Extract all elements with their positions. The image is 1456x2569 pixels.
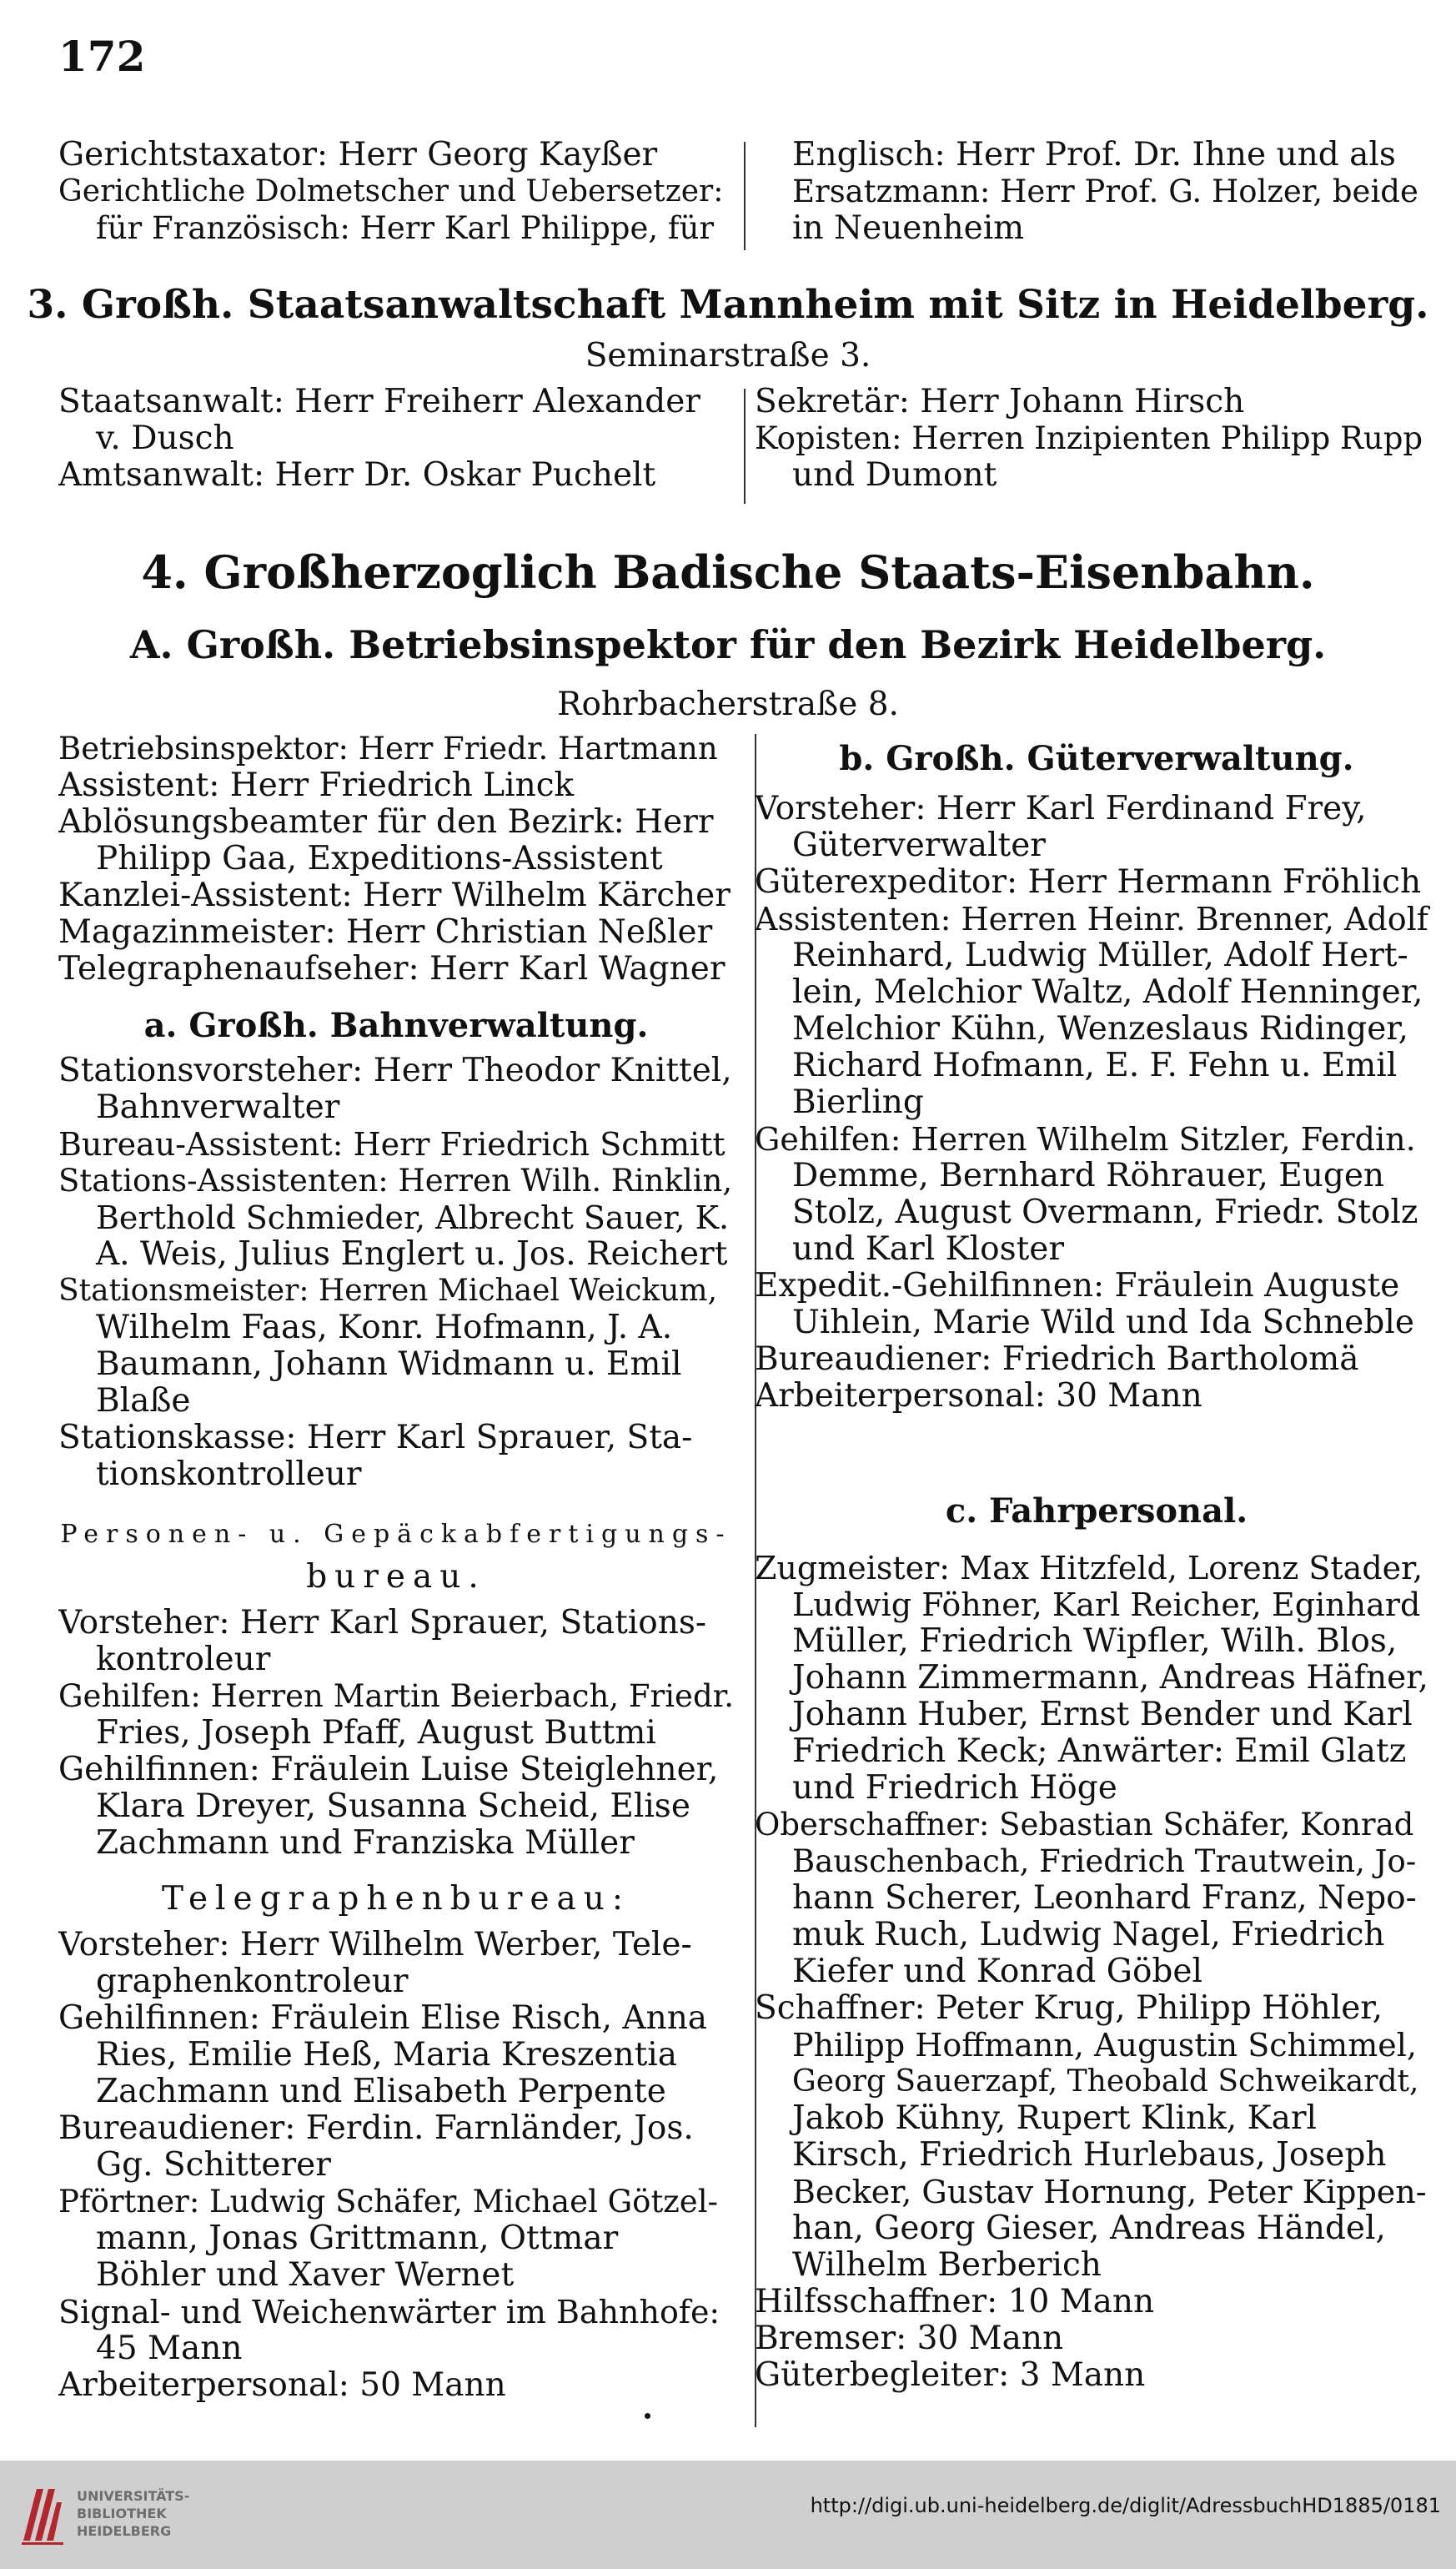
entry-line: Signal- und Weichenwärter im Bahnhofe: bbox=[58, 2294, 720, 2330]
entry-line: 45 Mann bbox=[96, 2330, 243, 2367]
entry-line: Stationskasse: Herr Karl Sprauer, Sta- bbox=[58, 1420, 693, 1456]
entry-line: und Dumont bbox=[792, 457, 997, 494]
entry-line: Müller, Friedrich Wipfler, Wilh. Blos, bbox=[792, 1623, 1398, 1660]
subsection-A-address: Rohrbacherstraße 8. bbox=[557, 686, 899, 723]
library-name-line: HEIDELBERG bbox=[77, 2523, 172, 2539]
entry-line: Güterexpeditor: Herr Hermann Fröhlich bbox=[755, 864, 1422, 901]
entry-line: Jakob Kühny, Rupert Klink, Karl bbox=[792, 2100, 1318, 2137]
entry-line: Stationsvorsteher: Herr Theodor Knittel, bbox=[58, 1053, 732, 1089]
entry-line: Staatsanwalt: Herr Freiherr Alexander bbox=[58, 384, 700, 420]
source-url-link[interactable]: http://digi.ub.uni-heidelberg.de/diglit/AdressbuchHD1885/0181 bbox=[810, 2494, 1441, 2517]
heading-b-gueterverwaltung: b. Großh. Güterverwaltung. bbox=[839, 739, 1354, 778]
entry-line: Johann Huber, Ernst Bender und Karl bbox=[792, 1697, 1413, 1733]
entry-line: Philipp Hoffmann, Augustin Schimmel, bbox=[792, 2027, 1417, 2064]
entry-line: Betriebsinspektor: Herr Friedr. Hartmann bbox=[58, 731, 718, 767]
entry-line: Güterbegleiter: 3 Mann bbox=[755, 2357, 1146, 2394]
top-right-column bbox=[792, 137, 1426, 247]
section-3-heading: 3. Großh. Staatsanwaltschaft Mannheim mit Sitz in Heidelberg. bbox=[27, 282, 1429, 328]
entry-line: Vorsteher: Herr Karl Sprauer, Stations- bbox=[58, 1605, 707, 1641]
entry-line: Amtsanwalt: Herr Dr. Oskar Puchelt bbox=[58, 457, 656, 494]
entry-line: Pförtner: Ludwig Schäfer, Michael Götzel- bbox=[58, 2184, 719, 2220]
entry-line: Gehilfen: Herren Wilhelm Sitzler, Ferdin. bbox=[755, 1121, 1416, 1158]
entry-line: Ludwig Föhner, Karl Reicher, Eginhard bbox=[792, 1586, 1421, 1623]
entry-line: Kirsch, Friedrich Hurlebaus, Joseph bbox=[792, 2137, 1387, 2174]
entry-line: Wilhelm Berberich bbox=[792, 2247, 1102, 2284]
entry-line: Arbeiterpersonal: 30 Mann bbox=[755, 1378, 1202, 1415]
entry-line: Melchior Kühn, Wenzeslaus Ridinger, bbox=[792, 1011, 1409, 1048]
entry-line: Becker, Gustav Hornung, Peter Kippen- bbox=[792, 2174, 1427, 2210]
telegraph-list bbox=[58, 1927, 734, 2404]
entry-line: Berthold Schmieder, Albrecht Sauer, K. bbox=[96, 1199, 730, 1236]
entry-line: lein, Melchior Waltz, Adolf Henninger, bbox=[792, 974, 1423, 1011]
entry-line: Bahnverwalter bbox=[96, 1089, 340, 1126]
entry-line: Fries, Joseph Pfaff, August Buttmi bbox=[96, 1715, 656, 1752]
entry-line: Bauschenbach, Friedrich Trautwein, Jo- bbox=[792, 1843, 1417, 1879]
library-name-line: UNIVERSITÄTS- bbox=[77, 2488, 190, 2504]
entry-line: Ries, Emilie Heß, Maria Kreszentia bbox=[96, 2037, 677, 2074]
entry-line: Georg Sauerzapf, Theobald Schweikardt, bbox=[792, 2064, 1419, 2099]
entry-line: Gehilfinnen: Fräulein Luise Steiglehner, bbox=[58, 1752, 719, 1788]
entry-line: Zachmann und Elisabeth Perpente bbox=[96, 2074, 666, 2110]
entry-line: Gerichtstaxator: Herr Georg Kayßer bbox=[58, 137, 658, 173]
entry-line: Oberschaffner: Sebastian Schäfer, Konrad bbox=[755, 1807, 1414, 1843]
entry-line: mann, Jonas Grittmann, Ottmar bbox=[96, 2220, 619, 2257]
column-divider-top bbox=[744, 142, 746, 250]
entry-line: Baumann, Johann Widmann u. Emil bbox=[96, 1346, 682, 1383]
entry-line: Schaffner: Peter Krug, Philipp Höhler, bbox=[755, 1990, 1383, 2027]
entry-line: muk Ruch, Ludwig Nagel, Friedrich bbox=[792, 1917, 1385, 1953]
entry-line: han, Georg Gieser, Andreas Händel, bbox=[792, 2210, 1386, 2247]
entry-line: Magazinmeister: Herr Christian Neßler bbox=[58, 914, 713, 951]
entry-line: in Neuenheim bbox=[792, 210, 1025, 247]
entry-line: Bureaudiener: Friedrich Bartholomä bbox=[755, 1341, 1359, 1378]
entry-line: graphenkontroleur bbox=[96, 1963, 409, 2000]
heading-a-bahnverwaltung: a. Großh. Bahnverwaltung. bbox=[143, 1006, 649, 1045]
entry-line: Wilhelm Faas, Konr. Hofmann, J. A. bbox=[96, 1310, 673, 1346]
entry-line: Assistent: Herr Friedrich Linck bbox=[58, 767, 575, 804]
entry-line: Ablösungsbeamter für den Bezirk: Herr bbox=[58, 804, 714, 841]
university-library-logo-icon bbox=[18, 2482, 67, 2547]
entry-line: Uihlein, Marie Wild und Ida Schneble bbox=[792, 1305, 1414, 1341]
entry-line: Zugmeister: Max Hitzfeld, Lorenz Stader, bbox=[755, 1550, 1423, 1586]
entry-line: Kanzlei-Assistent: Herr Wilhelm Kärcher bbox=[58, 877, 731, 914]
entry-line: Friedrich Keck; Anwärter: Emil Glatz bbox=[792, 1733, 1407, 1770]
section-3-right-column bbox=[755, 384, 1430, 494]
entry-line: Bureaudiener: Ferdin. Farnländer, Jos. bbox=[58, 2110, 694, 2147]
entry-line: Vorsteher: Herr Wilhelm Werber, Tele- bbox=[58, 1927, 692, 1963]
page-number: 172 bbox=[58, 32, 146, 81]
subsection-A-staff-list bbox=[58, 731, 734, 988]
entry-line: kontroleur bbox=[96, 1641, 271, 1678]
column-divider-section-3 bbox=[744, 389, 746, 504]
entry-line: Bierling bbox=[792, 1084, 924, 1121]
gepaeck-heading-line-1: Personen- u. Gepäckabfertigungs- bbox=[60, 1520, 732, 1549]
entry-line: Kiefer und Konrad Göbel bbox=[792, 1953, 1202, 1990]
entry-line: Böhler und Xaver Wernet bbox=[96, 2257, 515, 2294]
entry-line: A. Weis, Julius Englert u. Jos. Reichert bbox=[96, 1236, 728, 1273]
entry-line: Englisch: Herr Prof. Dr. Ihne und als bbox=[792, 137, 1396, 173]
subsection-A-heading: A. Großh. Betriebsinspektor für den Bezirk Heidelberg. bbox=[129, 622, 1327, 667]
entry-line: Johann Zimmermann, Andreas Häfner, bbox=[792, 1660, 1428, 1697]
bahnverwaltung-list bbox=[58, 1053, 734, 1493]
entry-line: Reinhard, Ludwig Müller, Adolf Hert- bbox=[792, 938, 1408, 974]
entry-line: Klara Dreyer, Susanna Scheid, Elise bbox=[96, 1788, 690, 1825]
section-3-left-column bbox=[58, 384, 725, 494]
entry-line: Bureau-Assistent: Herr Friedrich Schmitt bbox=[58, 1126, 725, 1163]
entry-line: und Friedrich Höge bbox=[792, 1770, 1117, 1807]
section-3-address: Seminarstraße 3. bbox=[585, 337, 871, 375]
entry-line: Gg. Schitterer bbox=[96, 2147, 331, 2184]
entry-line: Richard Hofmann, E. F. Fehn u. Emil bbox=[792, 1048, 1398, 1084]
entry-line: Expedit.-Gehilfinnen: Fräulein Auguste bbox=[755, 1268, 1400, 1305]
entry-line: Güterverwalter bbox=[792, 827, 1046, 864]
entry-line: und Karl Kloster bbox=[792, 1231, 1064, 1268]
entry-line: Vorsteher: Herr Karl Ferdinand Frey, bbox=[755, 791, 1367, 827]
gepaeck-list bbox=[58, 1605, 734, 1862]
entry-line: Bremser: 30 Mann bbox=[755, 2320, 1064, 2357]
gueterverwaltung-list bbox=[755, 791, 1430, 1415]
entry-line: tionskontrolleur bbox=[96, 1456, 362, 1493]
heading-c-fahrpersonal: c. Fahrpersonal. bbox=[945, 1491, 1248, 1531]
entry-line: Hilfsschaffner: 10 Mann bbox=[755, 2284, 1155, 2320]
entry-line: Telegraphenaufseher: Herr Karl Wagner bbox=[58, 951, 725, 988]
entry-line: Zachmann und Franziska Müller bbox=[96, 1825, 635, 1862]
entry-line: Gehilfen: Herren Martin Beierbach, Friedr. bbox=[58, 1678, 734, 1714]
section-4-heading: 4. Großherzoglich Badische Staats-Eisenbahn. bbox=[141, 545, 1315, 599]
entry-line: Gehilfinnen: Fräulein Elise Risch, Anna bbox=[58, 2000, 708, 2037]
entry-line: Demme, Bernhard Röhrauer, Eugen bbox=[792, 1158, 1385, 1194]
entry-line: v. Dusch bbox=[96, 420, 234, 457]
gepaeck-heading-line-2: bureau. bbox=[306, 1558, 486, 1596]
entry-line: für Französisch: Herr Karl Philippe, für bbox=[96, 210, 715, 246]
fahrpersonal-list bbox=[755, 1550, 1430, 2394]
entry-line: Assistenten: Herren Heinr. Brenner, Adolf bbox=[755, 901, 1428, 938]
library-name bbox=[77, 2487, 189, 2540]
printed-dot bbox=[645, 2413, 650, 2419]
entry-line: Stolz, August Overmann, Friedr. Stolz bbox=[792, 1194, 1418, 1231]
footer-bar bbox=[0, 2461, 1456, 2569]
entry-line: Blaße bbox=[96, 1383, 191, 1420]
entry-line: Stationsmeister: Herren Michael Weickum, bbox=[58, 1274, 718, 1308]
entry-line: Gerichtliche Dolmetscher und Uebersetzer: bbox=[58, 174, 724, 209]
entry-line: Sekretär: Herr Johann Hirsch bbox=[755, 384, 1245, 420]
entry-line: Kopisten: Herren Inzipienten Philipp Rupp bbox=[755, 420, 1423, 456]
top-left-column bbox=[58, 137, 725, 247]
entry-line: Arbeiterpersonal: 50 Mann bbox=[58, 2367, 506, 2404]
entry-line: Stations-Assistenten: Herren Wilh. Rinklin, bbox=[58, 1163, 733, 1199]
telegraph-heading: Telegraphenbureau: bbox=[161, 1880, 631, 1918]
library-name-line: BIBLIOTHEK bbox=[77, 2506, 167, 2521]
entry-line: hann Scherer, Leonhard Franz, Nepo- bbox=[792, 1880, 1417, 1917]
entry-line: Philipp Gaa, Expeditions-Assistent bbox=[96, 841, 663, 877]
entry-line: Ersatzmann: Herr Prof. G. Holzer, beide bbox=[792, 173, 1418, 209]
